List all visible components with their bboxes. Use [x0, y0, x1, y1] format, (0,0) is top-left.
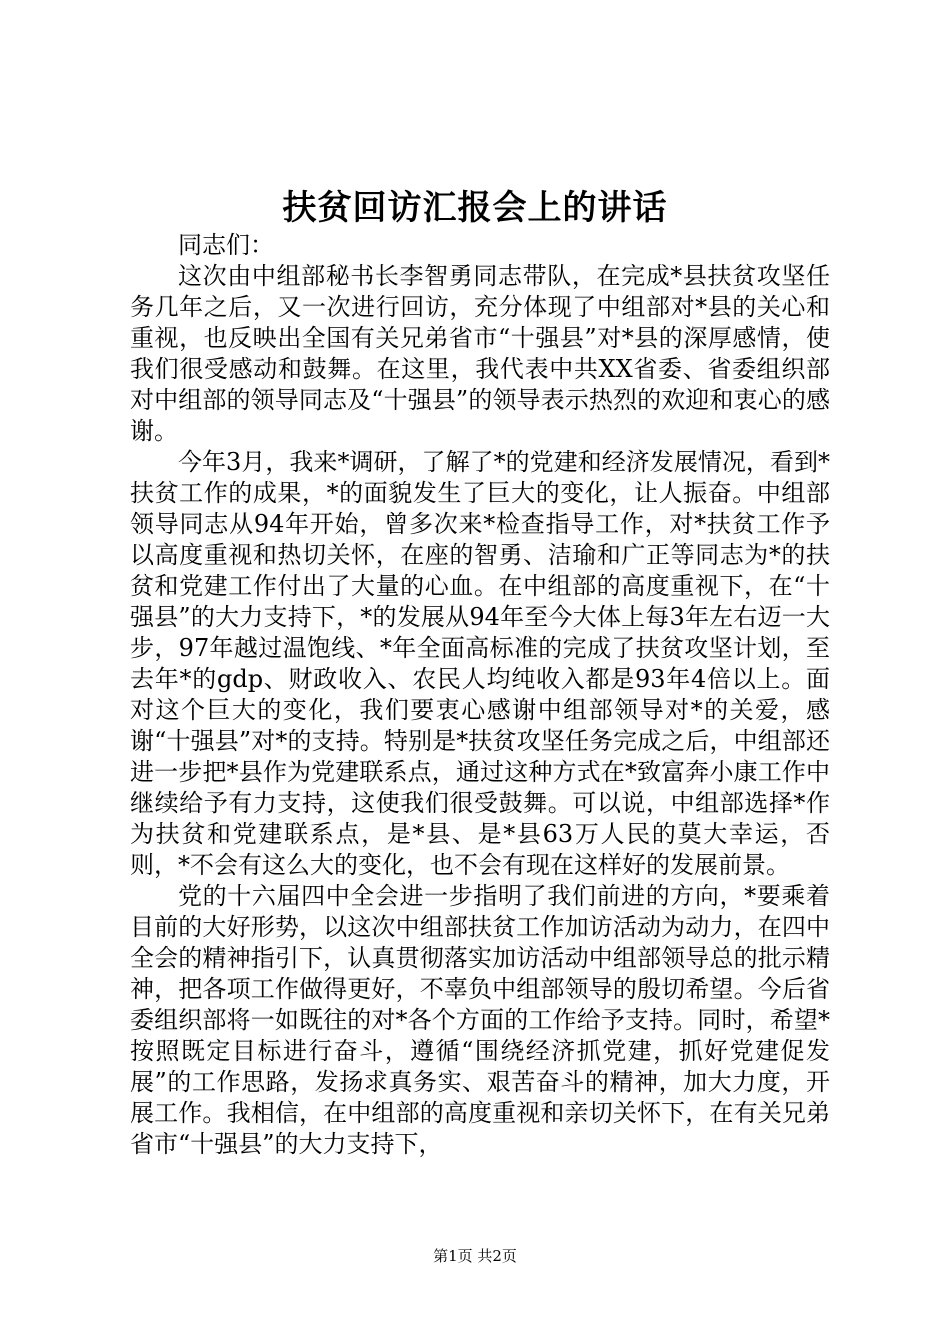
paragraph-1: 这次由中组部秘书长李智勇同志带队，在完成*县扶贫攻坚任务几年之后，又一次进行回访，充分体现了中组部对*县的关心和重视，也反映出全国有关兄弟省市“十强县”对*县的深厚感情，使我们很受感动和鼓舞。在这里，我代表中共XX省委、省委组织部对中组部的领导同志及“十强县”的领导表示热烈的欢迎和衷心的感谢。	[130, 262, 830, 445]
document-title: 扶贫回访汇报会上的讲话	[282, 188, 668, 228]
salutation: 同志们：	[178, 231, 274, 259]
paragraph-3: 党的十六届四中全会进一步指明了我们前进的方向，*要乘着目前的大好形势，以这次中组部扶贫工作加访活动为动力，在四中全会的精神指引下，认真贯彻落实加访活动中组部领导总的批示精神，把各项工作做得更好，不辜负中组部领导的殷切希望。今后省委组织部将一如既往的对*各个方面的工作给予支持。同时，希望*按照既定目标进行奋斗，遵循“围绕经济抓党建，抓好党建促发展”的工作思路，发扬求真务实、艰苦奋斗的精神，加大力度，开展工作。我相信，在中组部的高度重视和亲切关怀下，在有关兄弟省市“十强县”的大力支持下，	[130, 882, 830, 1158]
page-footer: 第1页 共2页	[433, 1247, 517, 1265]
document-body	[130, 230, 830, 1160]
paragraph-2: 今年3月，我来*调研，了解了*的党建和经济发展情况，看到*扶贫工作的成果，*的面貌发生了巨大的变化，让人振奋。中组部领导同志从94年开始，曾多次来*检查指导工作，对*扶贫工作予以高度重视和热切关怀，在座的智勇、洁瑜和广正等同志为*的扶贫和党建工作付出了大量的心血。在中组部的高度重视下，在“十强县”的大力支持下，*的发展从94年至今大体上每3年左右迈一大步，97年越过温饱线、*年全面高标准的完成了扶贫攻坚计划，至去年*的gdp、财政收入、农民人均纯收入都是93年4倍以上。面对这个巨大的变化，我们要衷心感谢中组部领导对*的关爱，感谢“十强县”对*的支持。特别是*扶贫攻坚任务完成之后，中组部还进一步把*县作为党建联系点，通过这种方式在*致富奔小康工作中继续给予有力支持，这使我们很受鼓舞。可以说，中组部选择*作为扶贫和党建联系点，是*县、是*县63万人民的莫大幸运，否则，*不会有这么大的变化，也不会有现在这样好的发展前景。	[130, 448, 830, 879]
